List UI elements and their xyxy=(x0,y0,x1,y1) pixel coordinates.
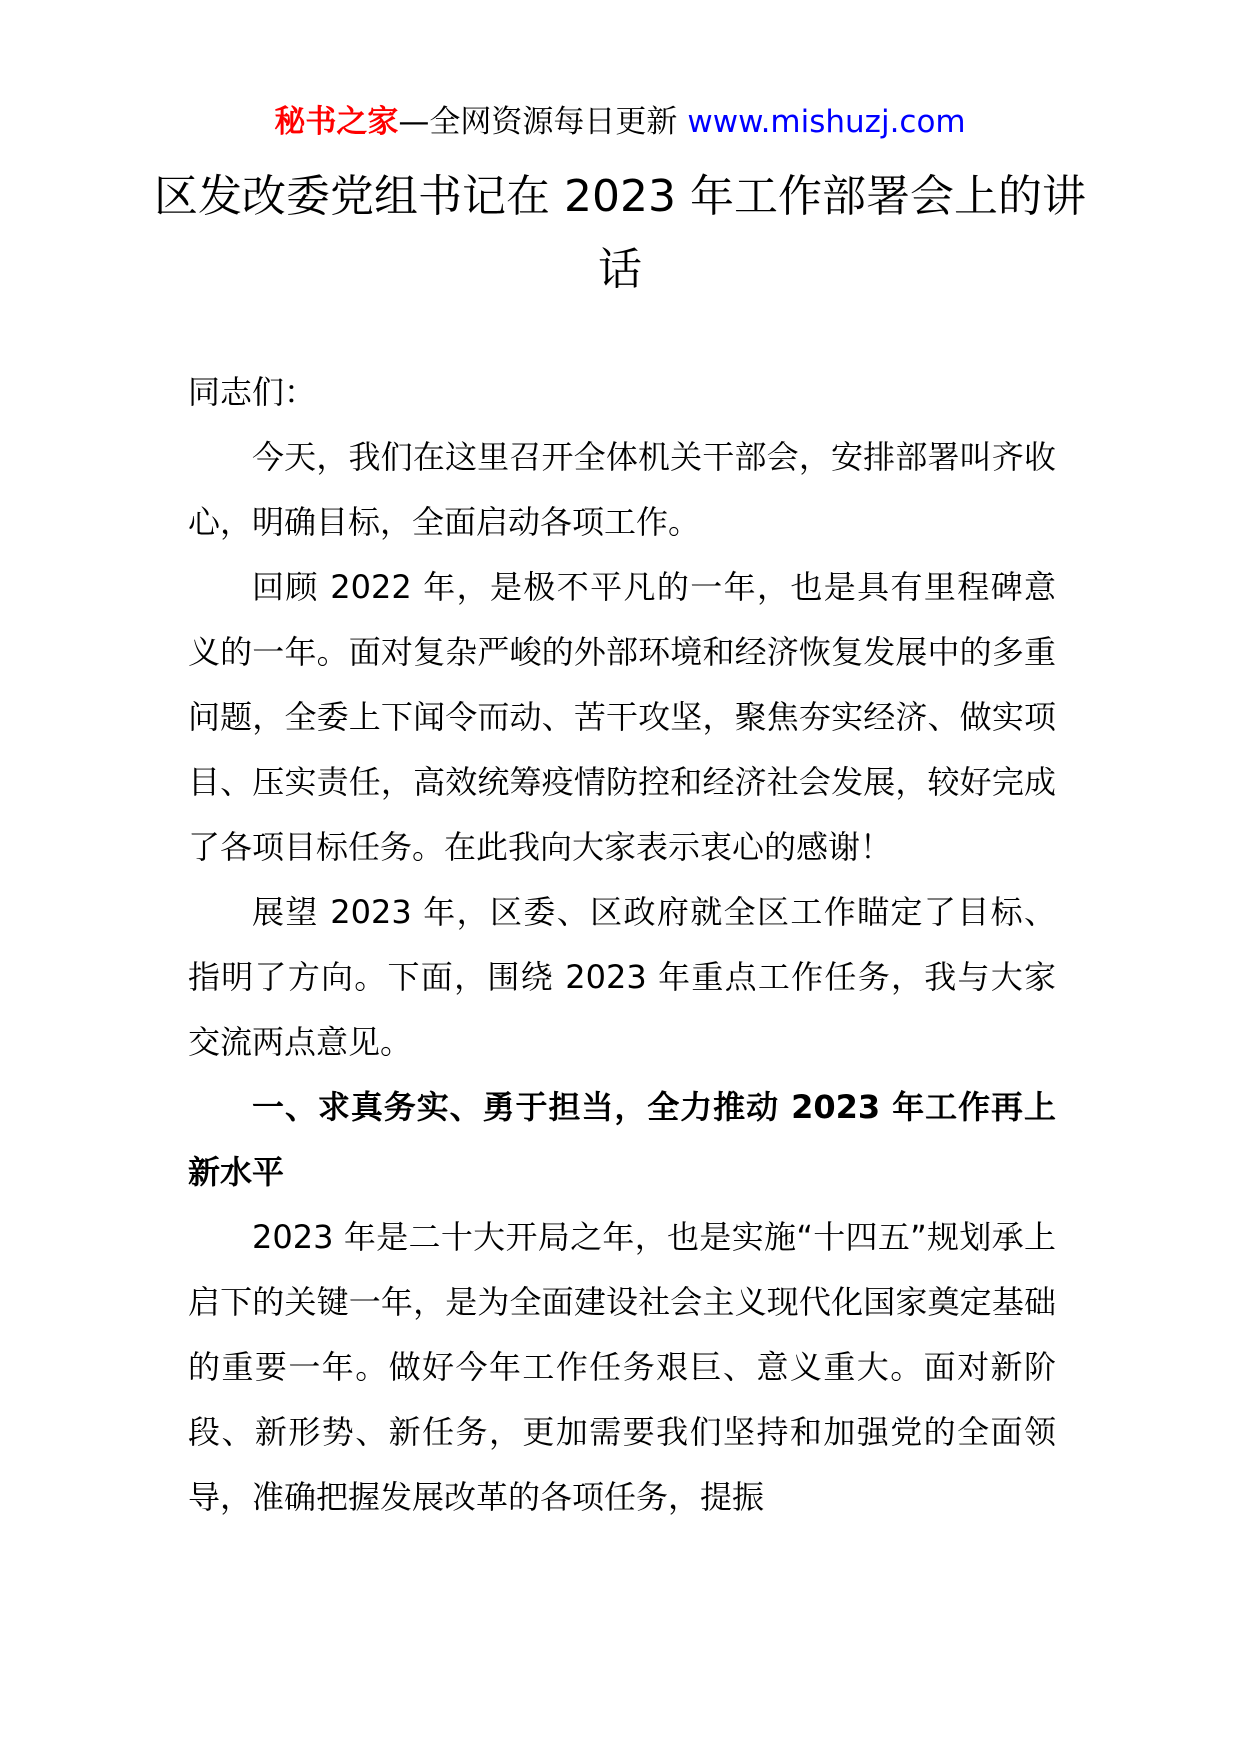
brand-name: 秘书之家 xyxy=(274,104,399,140)
document-body xyxy=(188,360,1056,1530)
site-header xyxy=(0,100,1240,144)
header-tagline: —全网资源每日更新 xyxy=(398,104,678,140)
site-url-link[interactable]: www.mishuzj.com xyxy=(687,104,966,140)
body-paragraph: 今天，我们在这里召开全体机关干部会，安排部署叫齐收心，明确目标，全面启动各项工作。 xyxy=(188,438,1056,541)
document-title: 区发改委党组书记在 2023 年工作部署会上的讲话 xyxy=(154,171,1086,295)
section-heading: 一、求真务实、勇于担当，全力推动 2023 年工作再上新水平 xyxy=(188,1088,1056,1191)
body-paragraph: 回顾 2022 年，是极不平凡的一年，也是具有里程碑意义的一年。面对复杂严峻的外部环境和经济恢复发展中的多重问题，全委上下闻令而动、苦干攻坚，聚焦夯实经济、做实项目、压实责任，高效统筹疫情防控和经济社会发展，较好完成了各项目标任务。在此我向大家表示衷心的感谢！ xyxy=(188,568,1056,866)
salutation: 同志们： xyxy=(188,373,317,411)
body-paragraph: 2023 年是二十大开局之年，也是实施“十四五”规划承上启下的关键一年，是为全面建设社会主义现代化国家奠定基础的重要一年。做好今年工作任务艰巨、意义重大。面对新阶段、新形势、新任务，更加需要我们坚持和加强党的全面领导，准确把握发展改革的各项任务，提振 xyxy=(188,1218,1056,1516)
body-paragraph: 展望 2023 年，区委、区政府就全区工作瞄定了目标、指明了方向。下面，围绕 2023 年重点工作任务，我与大家交流两点意见。 xyxy=(188,893,1056,1061)
